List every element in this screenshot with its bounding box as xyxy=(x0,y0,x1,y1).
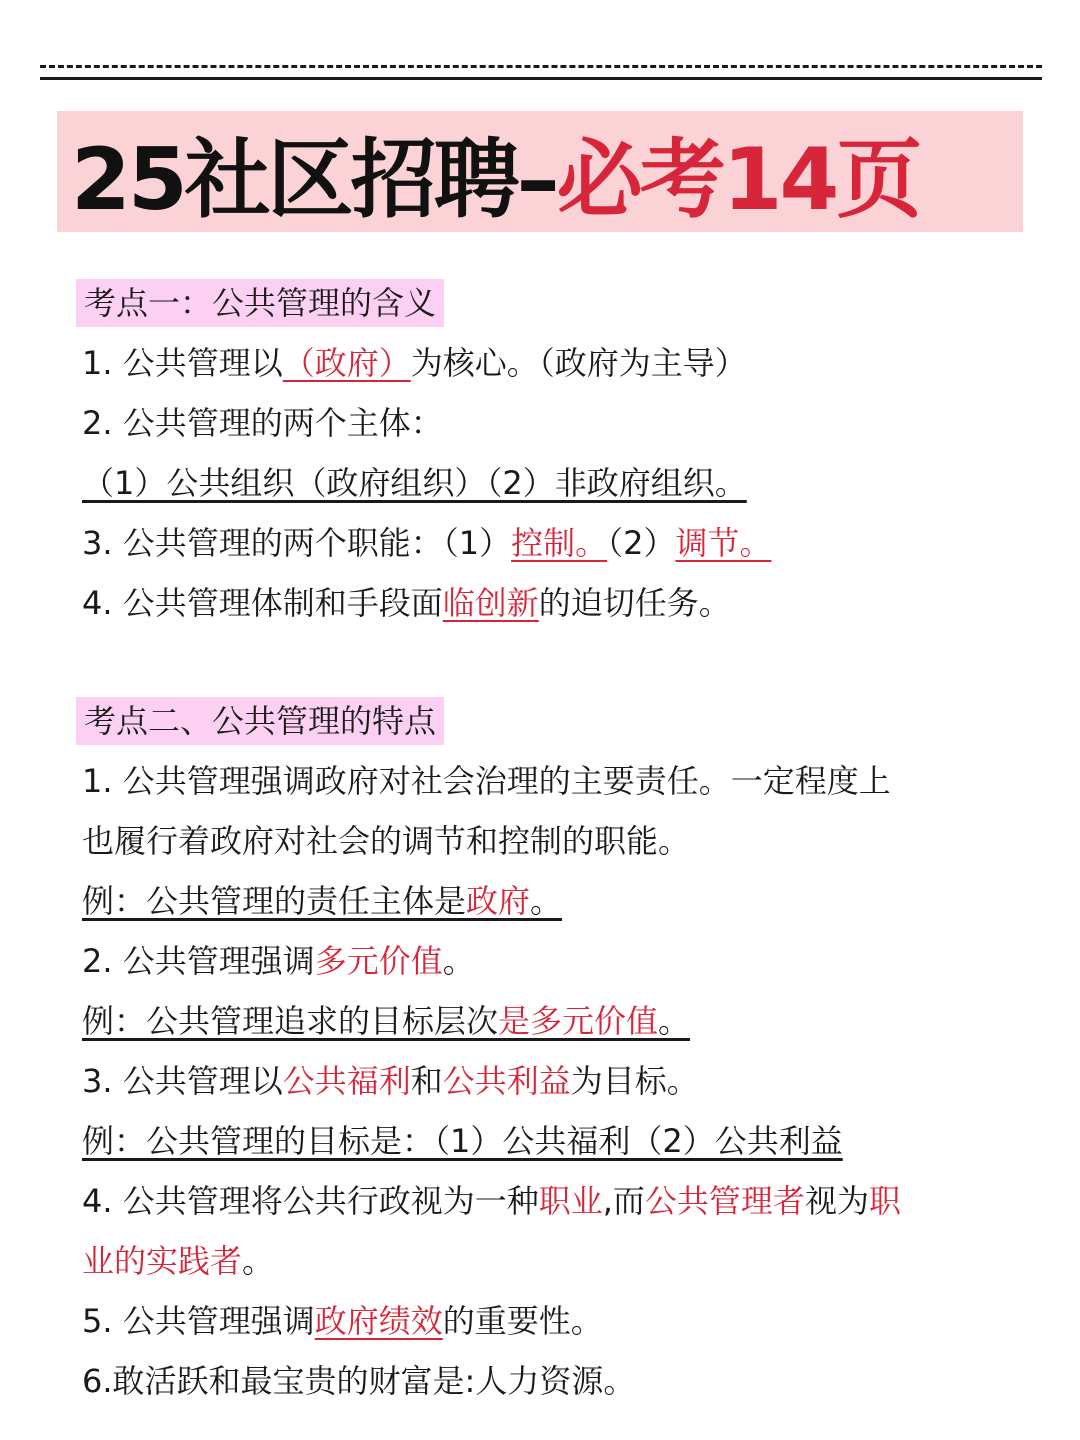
s2-line-2: 也履行着政府对社会的调节和控制的职能。 xyxy=(82,822,691,860)
s2-line-8-mid-1: ,而 xyxy=(602,1182,645,1220)
s1-line-4-highlight-2: 调节。 xyxy=(675,524,772,562)
s2-line-10-highlight: 政府绩效 xyxy=(314,1302,443,1340)
s1-line-5 xyxy=(82,579,731,627)
s1-line-2: 2. 公共管理的两个主体： xyxy=(82,404,443,442)
section-heading-1: 考点一：公共管理的含义 xyxy=(76,279,444,327)
s1-line-5-text: 4. 公共管理体制和手段面 xyxy=(82,584,443,622)
s1-line-1-highlight: （政府） xyxy=(282,344,411,382)
s2-line-4-rest: 。 xyxy=(442,942,475,980)
s2-line-6-highlight-1: 公共福利 xyxy=(282,1062,411,1100)
s1-line-1-rest: 为核心。（政府为主导） xyxy=(410,344,747,382)
s2-line-6-mid: 和 xyxy=(410,1062,443,1100)
s2-line-7: 例：公共管理的目标是：（1）公共福利（2）公共利益 xyxy=(82,1122,843,1160)
s2-line-6-highlight-2: 公共利益 xyxy=(442,1062,571,1100)
section-heading-2: 考点二、公共管理的特点 xyxy=(76,697,444,745)
s2-line-4-highlight: 多元价值 xyxy=(314,942,443,980)
s1-line-4 xyxy=(82,519,771,567)
s2-line-3-highlight: 政府 xyxy=(466,882,531,920)
s2-line-8-highlight-3: 职 xyxy=(868,1182,901,1220)
s1-line-5-highlight: 临创新 xyxy=(442,584,539,622)
s2-line-9 xyxy=(82,1237,274,1285)
s2-line-10 xyxy=(82,1297,603,1345)
s2-line-5 xyxy=(82,997,690,1045)
page-title-main: 25社区招聘– xyxy=(71,129,557,230)
s2-line-8-highlight-1: 职业 xyxy=(538,1182,603,1220)
s2-line-6-rest: 为目标。 xyxy=(570,1062,699,1100)
s2-line-10-rest: 的重要性。 xyxy=(442,1302,603,1340)
s2-line-10-text: 5. 公共管理强调 xyxy=(82,1302,315,1340)
page-title-banner xyxy=(57,111,1023,232)
page-title-highlight: 必考14页 xyxy=(556,129,920,230)
s1-line-4-mid: （2） xyxy=(607,524,676,562)
s2-line-4 xyxy=(82,937,475,985)
s2-line-5-text: 例：公共管理追求的目标层次 xyxy=(82,1002,499,1040)
s2-line-9-rest: 。 xyxy=(242,1242,275,1280)
s2-line-6 xyxy=(82,1057,699,1105)
s2-line-3-rest: 。 xyxy=(530,882,563,920)
s2-line-5-highlight: 是多元价值 xyxy=(498,1002,659,1040)
top-dashed-divider xyxy=(40,65,1042,68)
s2-line-4-text: 2. 公共管理强调 xyxy=(82,942,315,980)
s2-line-3 xyxy=(82,877,562,925)
s1-line-4-highlight-1: 控制。 xyxy=(511,524,608,562)
s2-line-8 xyxy=(82,1177,901,1225)
s2-line-8-mid-2: 视为 xyxy=(804,1182,869,1220)
s2-line-3-text: 例：公共管理的责任主体是 xyxy=(82,882,467,920)
s2-line-8-highlight-2: 公共管理者 xyxy=(644,1182,805,1220)
top-solid-divider xyxy=(40,77,1042,80)
s2-line-1: 1. 公共管理强调政府对社会治理的主要责任。一定程度上 xyxy=(82,762,891,800)
s1-line-1-text: 1. 公共管理以 xyxy=(82,344,283,382)
s1-line-1 xyxy=(82,339,747,387)
s2-line-9-highlight: 业的实践者 xyxy=(82,1242,243,1280)
s2-line-6-text: 3. 公共管理以 xyxy=(82,1062,283,1100)
s1-line-4-text: 3. 公共管理的两个职能：（1） xyxy=(82,524,512,562)
s2-line-11: 6.敢活跃和最宝贵的财富是:人力资源。 xyxy=(82,1362,636,1400)
s2-line-8-text: 4. 公共管理将公共行政视为一种 xyxy=(82,1182,539,1220)
s1-line-3: （1）公共组织（政府组织）（2）非政府组织。 xyxy=(82,464,747,502)
s2-line-5-rest: 。 xyxy=(658,1002,691,1040)
s1-line-5-rest: 的迫切任务。 xyxy=(538,584,731,622)
